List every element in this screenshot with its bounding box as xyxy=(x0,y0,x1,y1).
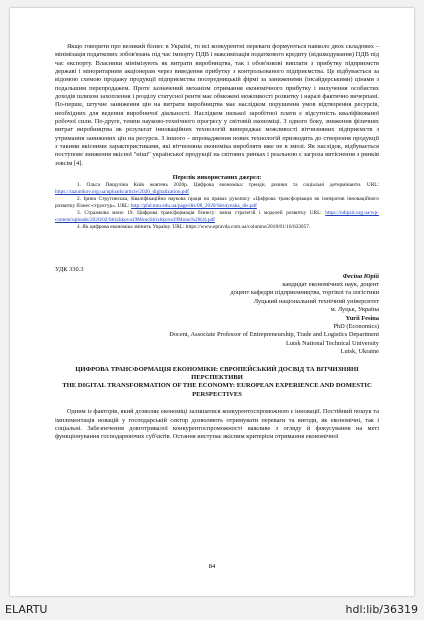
reference-link[interactable]: https://ndipzir.org.ua/wp-content/uploads/2020/02/Strizhkova19MonoStrizhkova19Mono%20(4).pdf xyxy=(55,209,379,223)
handle-identifier: hdl:lib/36319 xyxy=(345,603,418,616)
reference-link[interactable]: https://razumkov.org.ua/uploads/article/2020_digitalization.pdf xyxy=(55,189,189,196)
references-title: Перелік використаних джерел: xyxy=(172,174,262,182)
body-paragraph: Якщо говорити про великий бізнес в Україні, то всі конкурентні переваги формуються навколо двох складових – мінімізація податкових зобов'язань під час імпорту ПДВ і максимізація податкового кредиту (відшкодування) ПДВ під час експорту. Власники мінімізують як витрати виробництва, так і обов'язкові виплати з прибутку підприємств державі і міноритарним акціонерам через виведення прибутку з контрольованого підприємства. Це відбувається за відомою схемою продажу продукції підприємства посередницькій фірмі за заниженими (інсайдерськими) цінами з подальшим перепродажем. Проте зазначений механізм отримання економічного прибутку і вилучення особистих доходів шляхом захоплення і розділу статусної ренти має обмежені можливості розвитку і наразі фактично вичерпані. По-перше, штучне заниження цін на витрати виробництва має наслідком порушення умов відтворення ресурсів, необхідних для ведення виробничої діяльності. Наслідком низької заробітної плати є відсутність кваліфікованої робочої сили. По-друге, темпи науково-технічного прогресу у світовій економіці. З одного боку, зниження фізичних витрат виробництва як результат інноваційних технологій випереджає можливості вітчизняних підприємств з утримання занижених цін на ресурси. З іншого – впровадження нових технологій призводить до створення продукції з такими якісними характеристиками, які вітчизняна економіка виробляти вже не в змозі. Як наслідок, відбувається поступове зниження якісної "ніші" української продукції на світових ринках і реальною є загроза витіснення з ринків зовсім [4]. xyxy=(55,43,379,167)
reference-item xyxy=(55,196,379,210)
reference-item xyxy=(55,210,379,224)
author-name-ua: Фесіна Юрій xyxy=(342,272,379,280)
author-block-en xyxy=(55,315,379,357)
page-content xyxy=(55,43,379,442)
udc-code: УДК 330.3 xyxy=(55,265,84,273)
repository-name: ELARTU xyxy=(5,603,48,616)
author-affiliation-line: м. Луцьк, Україна xyxy=(330,306,379,314)
document-page xyxy=(10,8,414,596)
reference-text: 2. Ірина Струтинська, Кваліфікаційна наукова праця на правах рукопису «Цифрова трансформація як імператив інноваційного розвитку бізнес-структур». URL: xyxy=(55,195,379,209)
author-affiliation-line: кандидат економічних наук, доцент xyxy=(282,280,379,288)
article-title-en: THE DIGITAL TRANSFORMATION OF THE ECONOMY: EUROPEAN EXPERIENCE AND DOMESTIC PERSPECTIVES xyxy=(62,382,372,398)
article-title-ua: ЦИФРОВА ТРАНСФОРМАЦІЯ ЕКОНОМІКИ: ЄВРОПЕЙСЬКИЙ ДОСВІД ТА ВІТЧИЗНЯНІ ПЕРСПЕКТИВИ xyxy=(75,365,359,381)
intro-paragraph: Одним із факторів, який дозволяє економіці залишатися конкурентоспроможною є інновації. Постійний пошук та імплементація новацій у господарській сектор дозволяють отримувати переваги та вигоди, як економічні, так і соціальні. Забезпечення довготривалої конкурентоспроможності важливе з огляду й фокусування на меті функціонування господарюючих суб'єктів. Остання виступає якісним критерієм отримання економічної xyxy=(55,408,379,441)
reference-text: 1. Ольга Пищуліна Київ жовтень 2020р. Цифрова економіка: тренди, ризики та соціальні детермінанти. URL: xyxy=(77,182,379,189)
author-affiliation-line: Lutsk National Technical University xyxy=(286,339,379,347)
author-affiliation-line: доцент кафедри підприємництва, торгівлі та логістики xyxy=(230,289,379,297)
author-affiliation-line: Луцький національний технічний університет xyxy=(253,297,379,305)
reference-text: 4. Як цифрова економіка змінить Україну. URL: https://www.epravda.com.ua/columns/2018/01/16/633057. xyxy=(77,223,311,230)
author-affiliation-line: Lutsk, Ukraine xyxy=(340,348,379,356)
author-affiliation-line: Docent, Associate Professor of Entrepreneurship, Trade and Logistics Department xyxy=(169,331,379,339)
reference-item xyxy=(55,224,379,231)
reference-text: 3. Стражкова моно 19. Цифрова трансформація бізнесу: зміна стратегій і моделей розвитку URL: xyxy=(77,209,326,216)
reference-link[interactable]: http://phd.tntu.edu.ua/page/dis/08_2020/Strutynska_dis.pdf xyxy=(130,202,257,209)
viewer-footer xyxy=(0,600,424,620)
author-block-ua xyxy=(55,273,379,315)
author-affiliation-line: PhD (Economics) xyxy=(333,322,379,330)
author-name-en: Yurii Fesina xyxy=(345,314,379,322)
page-number: 84 xyxy=(208,563,216,570)
reference-item xyxy=(55,182,379,196)
